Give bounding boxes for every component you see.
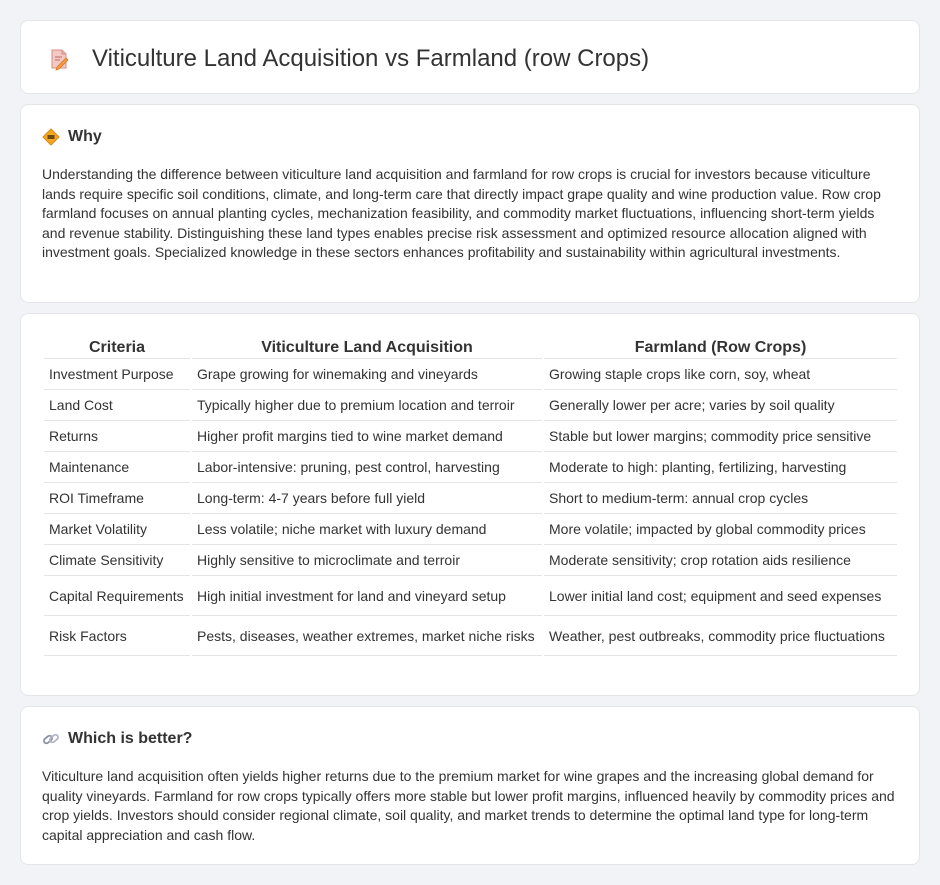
row-viticulture: Less volatile; niche market with luxury demand bbox=[192, 514, 542, 545]
row-row-crops: Stable but lower margins; commodity price sensitive bbox=[544, 421, 897, 452]
page-title: Viticulture Land Acquisition vs Farmland (row Crops) bbox=[92, 45, 650, 72]
table-row bbox=[44, 514, 897, 545]
table-row bbox=[44, 359, 897, 390]
row-row-crops: Generally lower per acre; varies by soil quality bbox=[544, 390, 897, 421]
row-viticulture: Grape growing for winemaking and vineyards bbox=[192, 359, 542, 390]
row-criteria: Market Volatility bbox=[44, 514, 190, 545]
row-criteria: Maintenance bbox=[44, 452, 190, 483]
link-icon bbox=[42, 730, 60, 748]
table-row bbox=[44, 545, 897, 576]
row-viticulture: Highly sensitive to microclimate and terroir bbox=[192, 545, 542, 576]
row-criteria: ROI Timeframe bbox=[44, 483, 190, 514]
row-viticulture: Long-term: 4-7 years before full yield bbox=[192, 483, 542, 514]
table-header-row bbox=[44, 337, 897, 359]
header-row-crops: Farmland (Row Crops) bbox=[544, 337, 897, 359]
why-text: Understanding the difference between viticulture land acquisition and farmland for row crops is crucial for investors because viticulture lands require specific soil conditions, climate, and long-term care that directly impact grape quality and wine production value. Row crop farmland focuses on annual planting cycles, mechanization feasibility, and commodity market fluctuations, influencing short-term yields and revenue stability. Distinguishing these land types enables precise risk assessment and optimized resource allocation aligned with investment goals. Specialized knowledge in these sectors enhances profitability and sustainability within agricultural investments. bbox=[42, 166, 881, 260]
why-section bbox=[20, 104, 920, 303]
header-card bbox=[20, 20, 920, 94]
why-title: Why bbox=[68, 128, 102, 145]
comparison-table-card bbox=[20, 313, 920, 696]
row-criteria: Climate Sensitivity bbox=[44, 545, 190, 576]
row-viticulture: Labor-intensive: pruning, pest control, harvesting bbox=[192, 452, 542, 483]
row-row-crops: Weather, pest outbreaks, commodity price fluctuations bbox=[544, 616, 897, 656]
row-viticulture: Higher profit margins tied to wine market demand bbox=[192, 421, 542, 452]
header-criteria: Criteria bbox=[44, 337, 190, 359]
row-criteria: Capital Requirements bbox=[44, 576, 190, 616]
row-criteria: Investment Purpose bbox=[44, 359, 190, 390]
row-row-crops: Growing staple crops like corn, soy, wheat bbox=[544, 359, 897, 390]
row-row-crops: Lower initial land cost; equipment and seed expenses bbox=[544, 576, 897, 616]
row-criteria: Land Cost bbox=[44, 390, 190, 421]
row-criteria: Returns bbox=[44, 421, 190, 452]
why-heading bbox=[42, 126, 102, 148]
table-row bbox=[44, 452, 897, 483]
row-row-crops: Short to medium-term: annual crop cycles bbox=[544, 483, 897, 514]
which-is-better-section bbox=[20, 706, 920, 865]
header-viticulture: Viticulture Land Acquisition bbox=[192, 337, 542, 359]
road-sign-icon bbox=[42, 128, 60, 146]
document-pencil-icon bbox=[47, 47, 71, 71]
row-viticulture: High initial investment for land and vineyard setup bbox=[192, 576, 542, 616]
row-row-crops: More volatile; impacted by global commodity prices bbox=[544, 514, 897, 545]
row-row-crops: Moderate sensitivity; crop rotation aids resilience bbox=[544, 545, 897, 576]
comparison-table bbox=[42, 337, 899, 656]
table-row bbox=[44, 390, 897, 421]
row-viticulture: Typically higher due to premium location and terroir bbox=[192, 390, 542, 421]
better-heading bbox=[42, 728, 192, 750]
better-text: Viticulture land acquisition often yields higher returns due to the premium market for wine grapes and the increasing global demand for quality vineyards. Farmland for row crops typically offers more stable but lower profit margins, influenced heavily by commodity prices and crop yields. Investors should consider regional climate, soil quality, and market trends to determine the optimal land type for long-term capital appreciation and cash flow. bbox=[42, 768, 895, 843]
row-viticulture: Pests, diseases, weather extremes, market niche risks bbox=[192, 616, 542, 656]
table-row bbox=[44, 616, 897, 656]
row-criteria: Risk Factors bbox=[44, 616, 190, 656]
table-row bbox=[44, 576, 897, 616]
row-row-crops: Moderate to high: planting, fertilizing, harvesting bbox=[544, 452, 897, 483]
table-row bbox=[44, 421, 897, 452]
better-title: Which is better? bbox=[68, 730, 193, 747]
table-row bbox=[44, 483, 897, 514]
